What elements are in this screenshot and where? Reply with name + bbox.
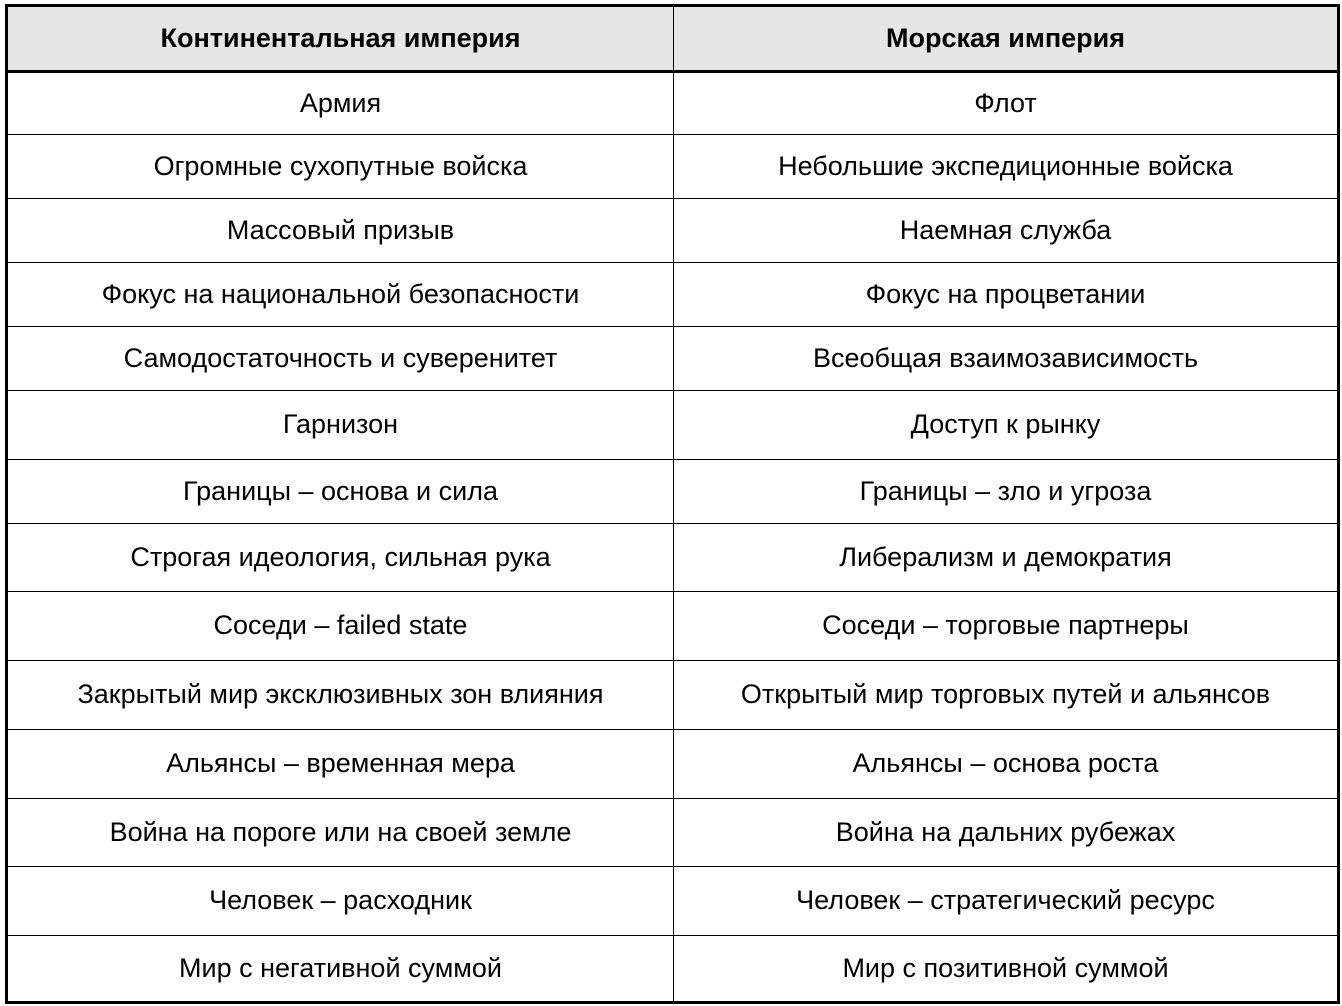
cell-continental: Самодостаточность и суверенитет bbox=[7, 327, 674, 391]
table-row bbox=[7, 799, 1339, 867]
cell-maritime: Границы – зло и угроза bbox=[674, 460, 1339, 524]
comparison-table bbox=[5, 4, 1340, 1004]
cell-continental: Человек – расходник bbox=[7, 867, 674, 936]
cell-continental: Война на пороге или на своей земле bbox=[7, 799, 674, 867]
table-row bbox=[7, 592, 1339, 661]
cell-maritime: Человек – стратегический ресурс bbox=[674, 867, 1339, 936]
cell-continental: Массовый призыв bbox=[7, 199, 674, 263]
cell-continental: Строгая идеология, сильная рука bbox=[7, 524, 674, 592]
table-row bbox=[7, 72, 1339, 135]
cell-continental: Фокус на национальной безопасности bbox=[7, 263, 674, 327]
comparison-table-container bbox=[5, 4, 1337, 1003]
cell-maritime: Флот bbox=[674, 72, 1339, 135]
table-row bbox=[7, 263, 1339, 327]
table-row bbox=[7, 936, 1339, 1003]
table-row bbox=[7, 661, 1339, 730]
header-continental-empire: Континентальная империя bbox=[7, 6, 674, 72]
table-row bbox=[7, 730, 1339, 799]
table-row bbox=[7, 327, 1339, 391]
cell-maritime: Война на дальних рубежах bbox=[674, 799, 1339, 867]
cell-maritime: Альянсы – основа роста bbox=[674, 730, 1339, 799]
table-row bbox=[7, 135, 1339, 199]
cell-continental: Закрытый мир эксклюзивных зон влияния bbox=[7, 661, 674, 730]
table-header-row bbox=[7, 6, 1339, 72]
cell-maritime: Соседи – торговые партнеры bbox=[674, 592, 1339, 661]
cell-continental: Границы – основа и сила bbox=[7, 460, 674, 524]
cell-maritime: Либерализм и демократия bbox=[674, 524, 1339, 592]
table-row bbox=[7, 391, 1339, 460]
cell-maritime: Доступ к рынку bbox=[674, 391, 1339, 460]
table-row bbox=[7, 199, 1339, 263]
cell-continental: Армия bbox=[7, 72, 674, 135]
cell-maritime: Наемная служба bbox=[674, 199, 1339, 263]
table-row bbox=[7, 867, 1339, 936]
table-row bbox=[7, 460, 1339, 524]
cell-continental: Альянсы – временная мера bbox=[7, 730, 674, 799]
cell-maritime: Фокус на процветании bbox=[674, 263, 1339, 327]
header-maritime-empire: Морская империя bbox=[674, 6, 1339, 72]
cell-continental: Мир с негативной суммой bbox=[7, 936, 674, 1003]
cell-maritime: Всеобщая взаимозависимость bbox=[674, 327, 1339, 391]
cell-maritime: Мир с позитивной суммой bbox=[674, 936, 1339, 1003]
cell-continental: Гарнизон bbox=[7, 391, 674, 460]
cell-maritime: Открытый мир торговых путей и альянсов bbox=[674, 661, 1339, 730]
cell-continental: Соседи – failed state bbox=[7, 592, 674, 661]
cell-maritime: Небольшие экспедиционные войска bbox=[674, 135, 1339, 199]
table-row bbox=[7, 524, 1339, 592]
cell-continental: Огромные сухопутные войска bbox=[7, 135, 674, 199]
